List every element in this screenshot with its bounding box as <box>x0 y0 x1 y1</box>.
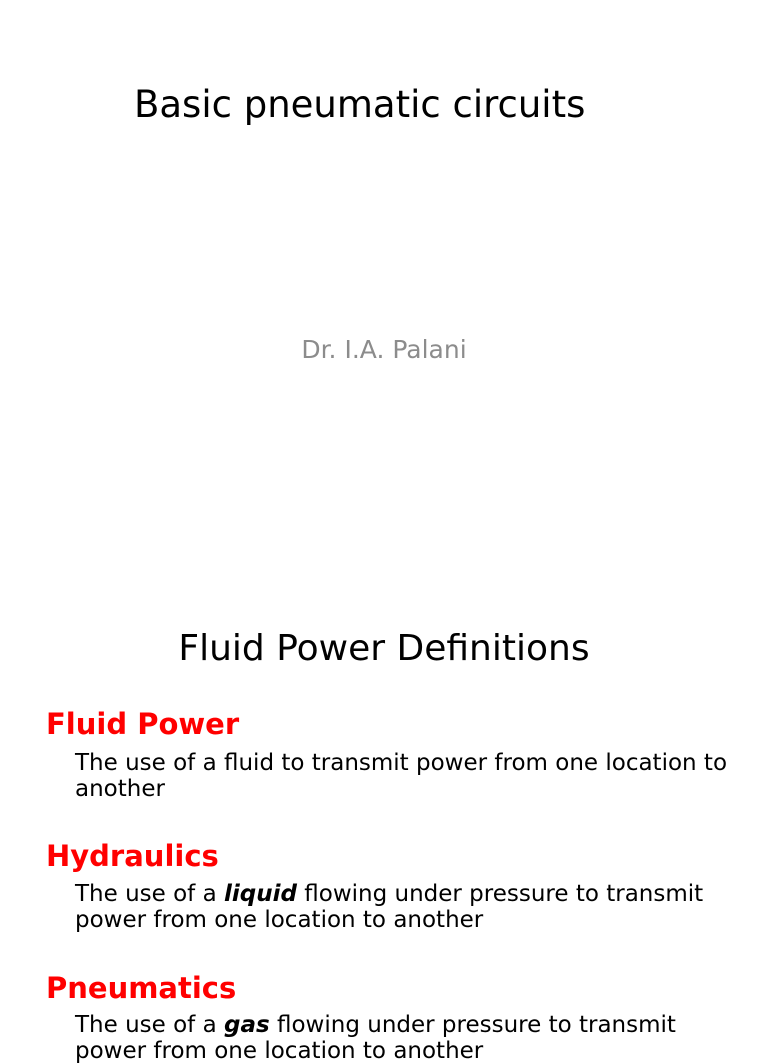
definition-pneumatics <box>75 1012 735 1064</box>
slide-2 <box>0 580 768 1064</box>
term-hydraulics: Hydraulics <box>46 839 219 873</box>
slide-title: Basic pneumatic circuits <box>134 83 586 126</box>
definition-emphasis: liquid <box>224 881 297 907</box>
definition-text: The use of a <box>75 1012 224 1038</box>
definition-text: flowing under pressure to transmit power from one location to another <box>75 1012 676 1064</box>
definition-emphasis: gas <box>224 1012 270 1038</box>
definition-fluid-power: The use of a fluid to transmit power from one location to another <box>75 750 728 802</box>
slide-title: Fluid Power Definitions <box>178 628 590 669</box>
definition-text: The use of a <box>75 881 224 907</box>
term-fluid-power: Fluid Power <box>46 707 240 741</box>
definition-text: flowing under pressure to transmit power from one location to another <box>75 881 704 933</box>
author-subtitle: Dr. I.A. Palani <box>301 335 467 364</box>
term-pneumatics: Pneumatics <box>46 971 237 1005</box>
definition-hydraulics <box>75 881 735 933</box>
